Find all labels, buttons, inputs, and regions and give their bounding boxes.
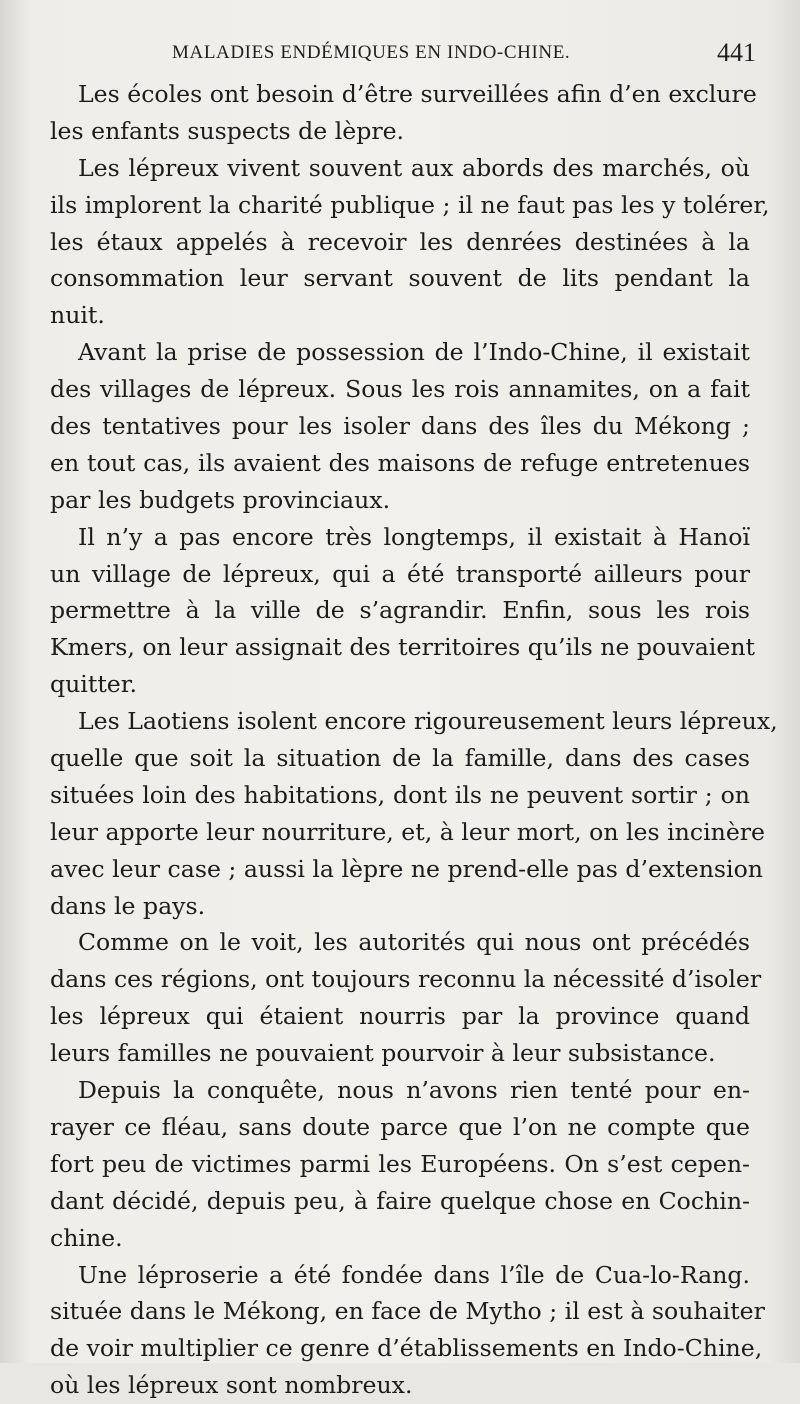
- text-line: quelle que soit la situation de la famille, dans des cases: [50, 744, 750, 773]
- text-line: de voir multiplier ce genre d’établissements en Indo-Chine,: [50, 1334, 763, 1363]
- text-line: Depuis la conquête, nous n’avons rien tenté pour en-: [78, 1076, 750, 1105]
- text-line: par les budgets provinciaux.: [50, 485, 391, 514]
- text-line: dant décidé, depuis peu, à faire quelque chose en Cochin-: [50, 1186, 750, 1215]
- running-head: [52, 38, 756, 70]
- text-line: leurs familles ne pouvaient pourvoir à leur subsistance.: [50, 1039, 716, 1068]
- text-line: les étaux appelés à recevoir les denrées destinées à la: [50, 227, 750, 256]
- text-line: Une léproserie a été fondée dans l’île de Cua-lo-Rang.: [78, 1260, 750, 1289]
- text-line: permettre à la ville de s’agrandir. Enfin, sous les rois: [50, 596, 750, 625]
- text-line: les enfants suspects de lèpre.: [50, 116, 405, 145]
- text-line: quitter.: [50, 670, 137, 699]
- text-line: des tentatives pour les isoler dans des îles du Mékong ;: [50, 412, 750, 441]
- text-line: en tout cas, ils avaient des maisons de refuge entretenues: [50, 448, 750, 477]
- text-line: avec leur case ; aussi la lèpre ne prend-elle pas d’extension: [50, 854, 763, 883]
- text-line: leur apporte leur nourriture, et, à leur mort, on les incinère: [50, 817, 766, 846]
- body-text: [50, 76, 778, 1404]
- text-line: situées loin des habitations, dont ils ne peuvent sortir ; on: [50, 780, 750, 809]
- text-line: située dans le Mékong, en face de Mytho ; il est à souhaiter: [50, 1297, 765, 1326]
- text-line: où les lépreux sont nombreux.: [50, 1371, 413, 1400]
- text-line: ils implorent la charité publique ; il ne faut pas les y tolérer,: [50, 190, 770, 219]
- text-line: dans ces régions, ont toujours reconnu la nécessité d’isoler: [50, 965, 762, 994]
- text-line: fort peu de victimes parmi les Européens. On s’est cepen-: [50, 1149, 750, 1178]
- text-line: des villages de lépreux. Sous les rois annamites, on a fait: [50, 375, 750, 404]
- text-line: rayer ce fléau, sans doute parce que l’on ne compte que: [50, 1112, 750, 1141]
- text-line: Les Laotiens isolent encore rigoureusement leurs lépreux,: [78, 707, 778, 736]
- text-line: chine.: [50, 1223, 123, 1252]
- text-line: Kmers, on leur assignait des territoires qu’ils ne pouvaient: [50, 633, 755, 662]
- text-line: Comme on le voit, les autorités qui nous ont précédés: [78, 928, 750, 957]
- page-number: 441: [717, 38, 756, 67]
- text-line: Il n’y a pas encore très longtemps, il existait à Hanoï: [78, 522, 750, 551]
- text-line: Les écoles ont besoin d’être surveillées afin d’en exclure: [78, 80, 757, 108]
- text-line: dans le pays.: [50, 891, 206, 920]
- running-title: MALADIES ENDÉMIQUES EN INDO-CHINE.: [172, 42, 571, 63]
- text-line: nuit.: [50, 301, 105, 330]
- text-line: Les lépreux vivent souvent aux abords des marchés, où: [78, 153, 750, 182]
- text-line: les lépreux qui étaient nourris par la province quand: [50, 1002, 750, 1031]
- text-line: Avant la prise de possession de l’Indo-Chine, il existait: [78, 338, 750, 367]
- text-line: un village de lépreux, qui a été transporté ailleurs pour: [50, 559, 750, 588]
- text-line: consommation leur servant souvent de lits pendant la: [50, 264, 750, 293]
